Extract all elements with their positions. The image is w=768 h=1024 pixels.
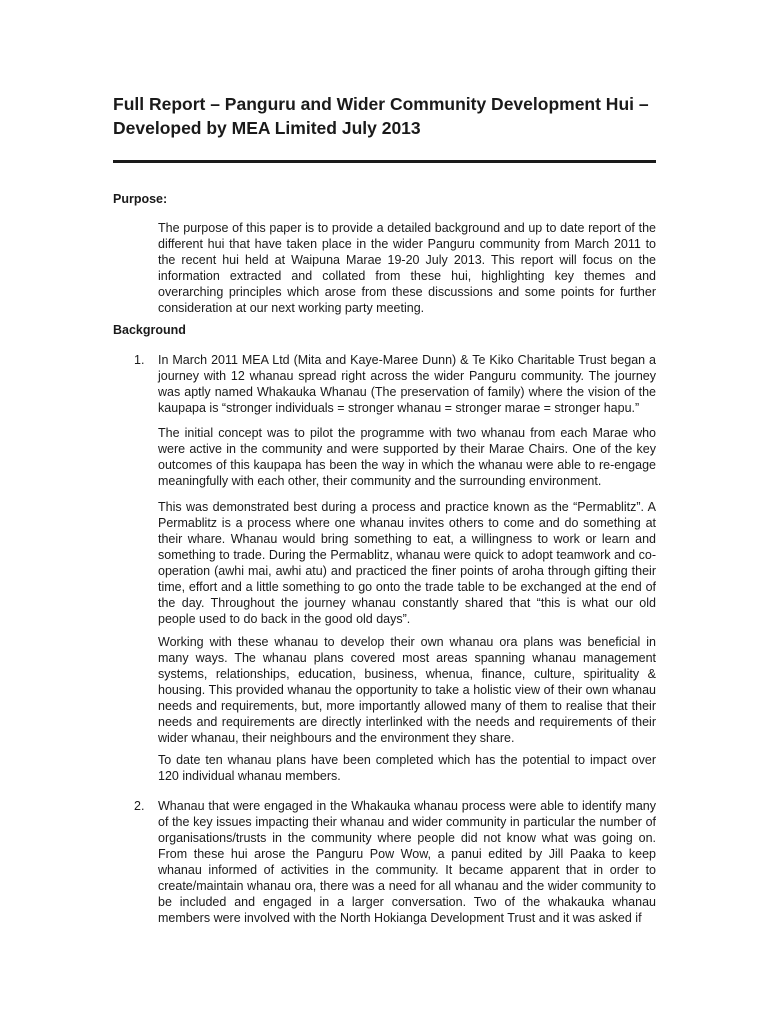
title-divider [113, 160, 656, 163]
background-item-2-paragraph-1: Whanau that were engaged in the Whakauka whanau process were able to identify many of the key issues impacting their whanau and wider community in particular the number of organisations/trusts in the community where people did not know what was going on. From these hui arose the Panguru Pow Wow, a panui edited by Jill Paaka to keep whanau informed of activities in the community. It became apparent that in order to create/maintain whanau ora, there was a need for all whanau and the wider community to be included and engaged in a larger conversation. Two of the whakauka whanau members were involved with the North Hokianga Development Trust and it was asked if [158, 799, 656, 925]
purpose-heading: Purpose: [113, 192, 168, 206]
background-item-1-paragraph-3: This was demonstrated best during a process and practice known as the “Permablitz”. A Permablitz is a process where one whanau invites others to come and do something at their whare. Whanau would bring something to eat, a willingness to work or learn and something to trade. During the Permablitz, whanau were quick to adopt teamwork and co-operation (awhi mai, awhi atu) and practiced the finer points of aroha through gifting their time, effort and a little something to go onto the trade table to be exchanged at the end of the day. Throughout the journey whanau constantly shared that “this is what our old people used to do back in the good old days”. [158, 500, 656, 626]
list-item-number-2: 2. [134, 799, 145, 813]
list-item-number-1: 1. [134, 353, 145, 367]
background-item-1-paragraph-1: In March 2011 MEA Ltd (Mita and Kaye-Maree Dunn) & Te Kiko Charitable Trust began a journey with 12 whanau spread right across the wider Panguru community. The journey was aptly named Whakauka Whanau (The preservation of family) where the vision of the kaupapa is “stronger individuals = stronger whanau = stronger marae = stronger hapu.” [158, 353, 656, 415]
background-item-1-paragraph-5: To date ten whanau plans have been completed which has the potential to impact over 120 individual whanau members. [158, 753, 656, 783]
background-heading: Background [113, 323, 186, 337]
background-item-1-paragraph-4: Working with these whanau to develop their own whanau ora plans was beneficial in many ways. The whanau plans covered most areas spanning whanau management systems, relationships, education, business, whenua, finance, culture, spirituality & housing. This provided whanau the opportunity to take a holistic view of their own whanau needs and requirements, but, more importantly allowed many of them to realise that their needs and requirements are directly interlinked with the needs and requirements of their wider whanau, their neighbours and the environment they share. [158, 635, 656, 745]
background-item-1-paragraph-2: The initial concept was to pilot the programme with two whanau from each Marae who were active in the community and were supported by their Marae Chairs. One of the key outcomes of this kaupapa has been the way in which the whanau were able to re-engage meaningfully with each other, their community and the surrounding environment. [158, 426, 656, 488]
purpose-paragraph: The purpose of this paper is to provide a detailed background and up to date report of the different hui that have taken place in the wider Panguru community from March 2011 to the recent hui held at Waipuna Marae 19-20 July 2013. This report will focus on the information extracted and collated from these hui, highlighting key themes and overarching principles which arose from these discussions and some points for further consideration at our next working party meeting. [158, 221, 656, 315]
page-title: Full Report – Panguru and Wider Community Development Hui – Developed by MEA Limited July 2013 [113, 94, 649, 138]
